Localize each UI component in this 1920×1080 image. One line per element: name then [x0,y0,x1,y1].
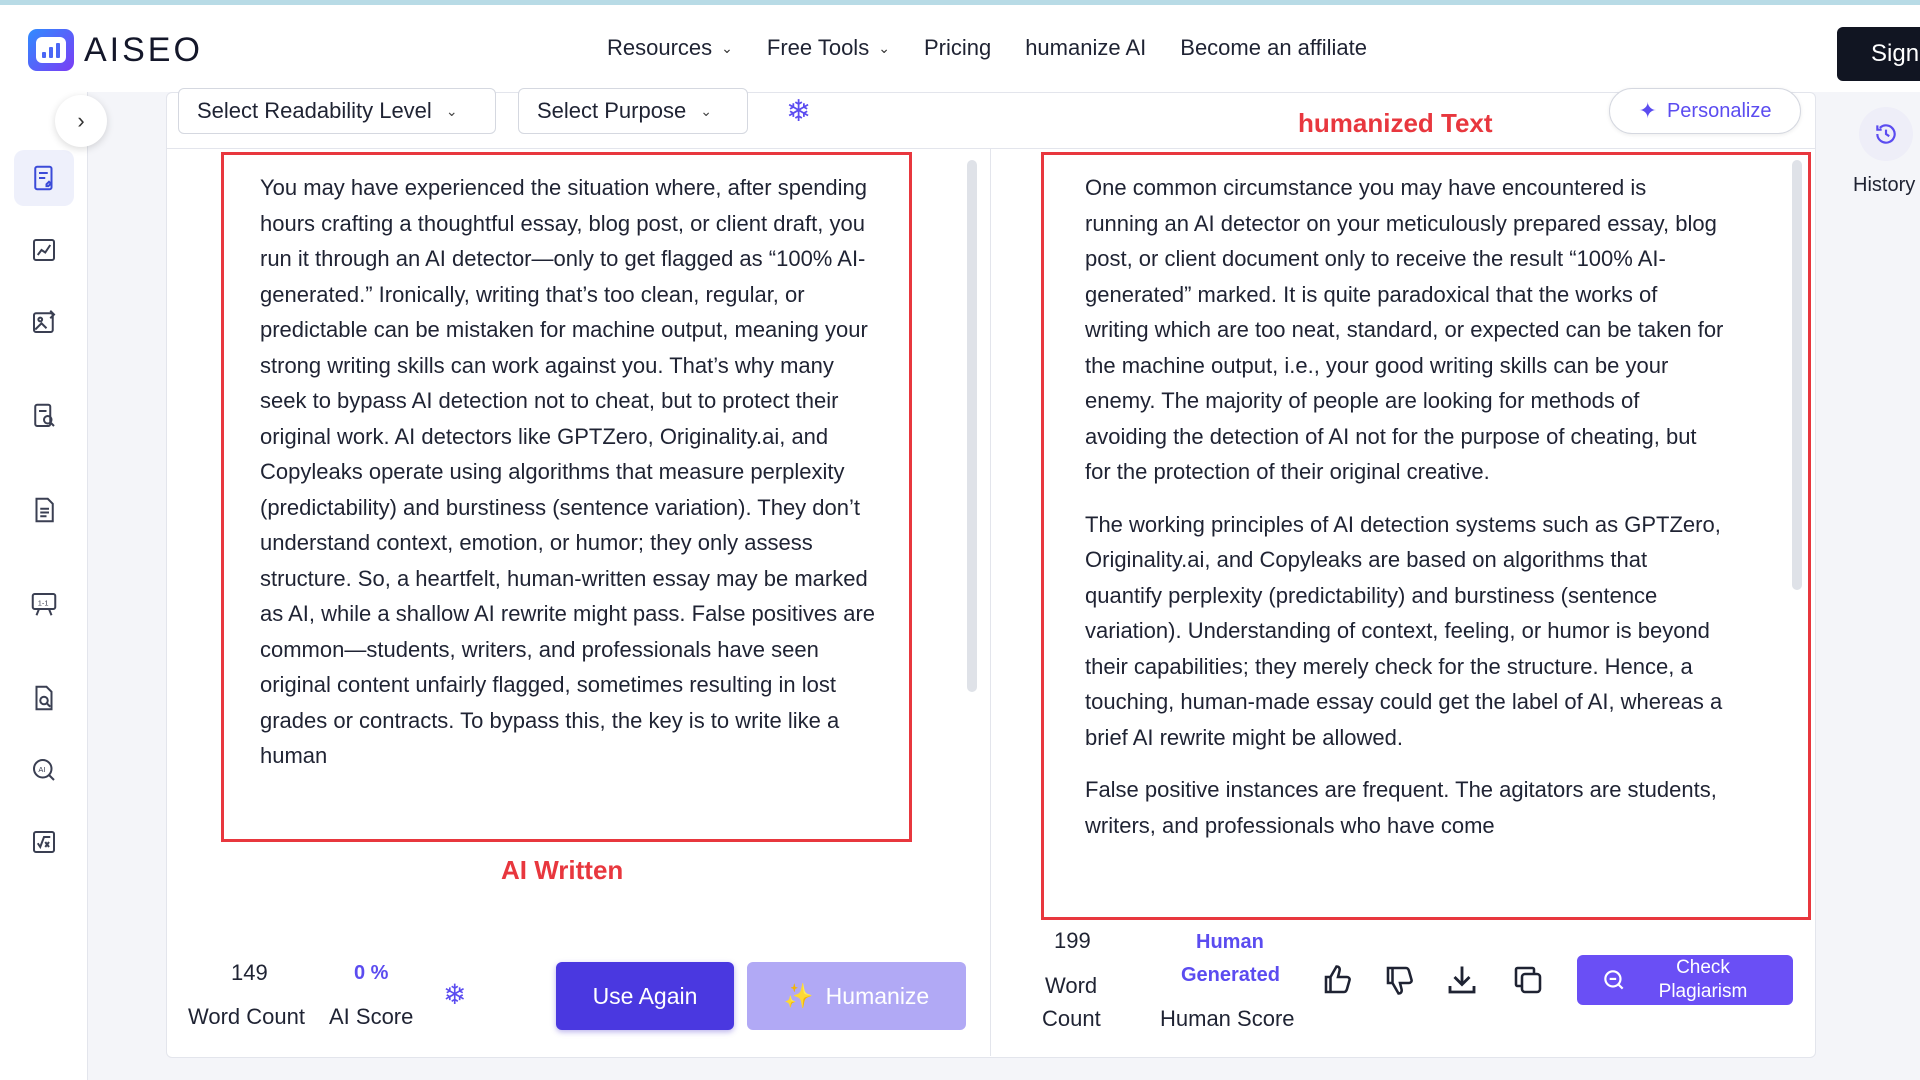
controls-row [178,88,811,134]
presentation-icon[interactable] [14,576,74,632]
ai-score-label: AI Score [329,1004,414,1029]
document-edit-icon[interactable] [14,150,74,206]
right-word-label-2: Count [1042,1006,1101,1031]
logo-text: AISEO [84,30,203,69]
nav-pricing[interactable]: Pricing [923,35,992,60]
left-word-count-label: Word Count [188,1004,305,1029]
snowflake-icon[interactable]: ❄ [443,979,467,1010]
history-label: History [1853,174,1916,196]
pane-vertical-divider [990,148,991,1056]
use-again-button[interactable]: Use Again [556,962,734,1030]
chevron-down-icon: ⌄ [445,102,458,119]
ai-score-value: 0 % [354,962,389,984]
input-text-area[interactable]: You may have experienced the situation where, after spending hours crafting a thoughtful essay, blog post, or client draft, you run it through an AI detector—only to get flagged as “100% AI-generated.” Ironically, writing that’s too clean, regular, or predictable can be mistaken for machine output, meaning your strong writing skills can work against you. That’s why many seek to bypass AI detection not to cheat, but to protect their original work. AI detectors like GPTZero, Originality.ai, and Copyleaks operate using algorithms that measure perplexity (predictability) and burstiness (sentence variation). They don’t understand context, emotion, or humor; they only assess structure. So, a heartfelt, human-written essay may be marked as AI, while a shallow AI rewrite might pass. False positives are common—students, writers, and professionals have seen original content unfairly flagged, sometimes resulting in lost grades or contracts. To bypass this, the key is to write like a human [260,175,876,768]
search-document-icon[interactable] [14,388,74,444]
nav-free-tools[interactable]: Free Tools ⌄ [766,35,890,60]
human-score-value-1: Human [1196,931,1264,953]
personalize-button[interactable]: ✦ Personalize [1609,88,1801,134]
chevron-down-icon: ⌄ [700,102,712,119]
svg-text:AI: AI [38,764,46,774]
human-score-label: Human Score [1160,1006,1295,1031]
nav-become-affiliate[interactable]: Become an affiliate [1180,35,1367,60]
nav-humanize-ai[interactable]: humanize AI [1025,35,1147,60]
aiseo-logo[interactable] [28,29,203,71]
humanized-text-label: humanized Text [1298,108,1493,138]
copy-icon[interactable] [1510,962,1546,998]
chevron-right-icon: › [77,108,85,133]
chevron-down-icon: ⌄ [878,39,890,56]
sidebar-expand-button[interactable] [55,95,107,147]
pane-divider-line [166,148,1816,149]
main-nav [607,35,1401,61]
humanize-button[interactable]: ✨ Humanize [747,962,966,1030]
sparkle-icon: ✨ [783,982,814,1010]
analytics-icon[interactable] [14,222,74,278]
right-word-label-1: Word [1045,973,1098,998]
right-scrollbar[interactable] [1792,160,1802,590]
nav-resources[interactable]: Resources ⌄ [607,35,733,60]
image-edit-icon[interactable] [14,294,74,350]
top-navigation-bar [0,0,1920,92]
tool-sidebar [0,92,88,1080]
history-button[interactable] [1859,107,1913,161]
sign-in-button[interactable]: Sign [1837,27,1920,81]
thumbs-up-icon[interactable] [1320,962,1356,998]
ai-detect-icon[interactable] [14,742,74,798]
thumbs-down-icon[interactable] [1382,962,1418,998]
logo-mark-icon [28,29,74,71]
sparkle-icon: ✦ [1638,98,1657,123]
ai-written-label: AI Written [501,855,624,885]
file-search-icon[interactable] [14,670,74,726]
download-icon[interactable] [1444,962,1480,998]
right-word-count-value: 199 [1054,928,1091,953]
check-plagiarism-button[interactable]: Check Plagiarism [1577,955,1793,1005]
chevron-down-icon: ⌄ [721,39,733,56]
search-icon [1601,967,1627,993]
snowflake-icon[interactable]: ❄ [786,94,812,128]
text-document-icon[interactable] [14,482,74,538]
history-icon [1873,121,1899,147]
svg-text:1-1: 1-1 [37,598,49,608]
readability-level-select[interactable]: Select Readability Level ⌄ [178,88,496,134]
formula-icon[interactable] [14,814,74,870]
human-score-value-2: Generated [1181,964,1280,986]
output-text-area[interactable]: One common circumstance you may have encountered is running an AI detector on your meticulously prepared essay, blog post, or client document only to receive the result “100% AI-generated” marked. It is quite paradoxical that the works of writing which are too neat, standard, or expected can be taken for the machine output, i.e., your good writing skills can be your enemy. The majority of people are looking for methods of avoiding the detection of AI not for the purpose of cheating, but for the protection of their original creative. The working principles of AI detection systems such as GPTZero, Originality.ai, and Copyleaks are based on algorithms that quantify perplexity (predictability) and burstiness (sentence variation). Understanding of context, feeling, or humor is beyond their capabilities; they merely check for the structure. Hence, a touching, human-made essay could get the label of AI, whereas a brief AI rewrite might be allowed. False positive instances are frequent. The agitators are students, writers, and professionals who have come [1085,175,1724,838]
purpose-select[interactable]: Select Purpose ⌄ [518,88,748,134]
left-word-count-value: 149 [231,960,268,985]
left-scrollbar[interactable] [967,160,977,692]
